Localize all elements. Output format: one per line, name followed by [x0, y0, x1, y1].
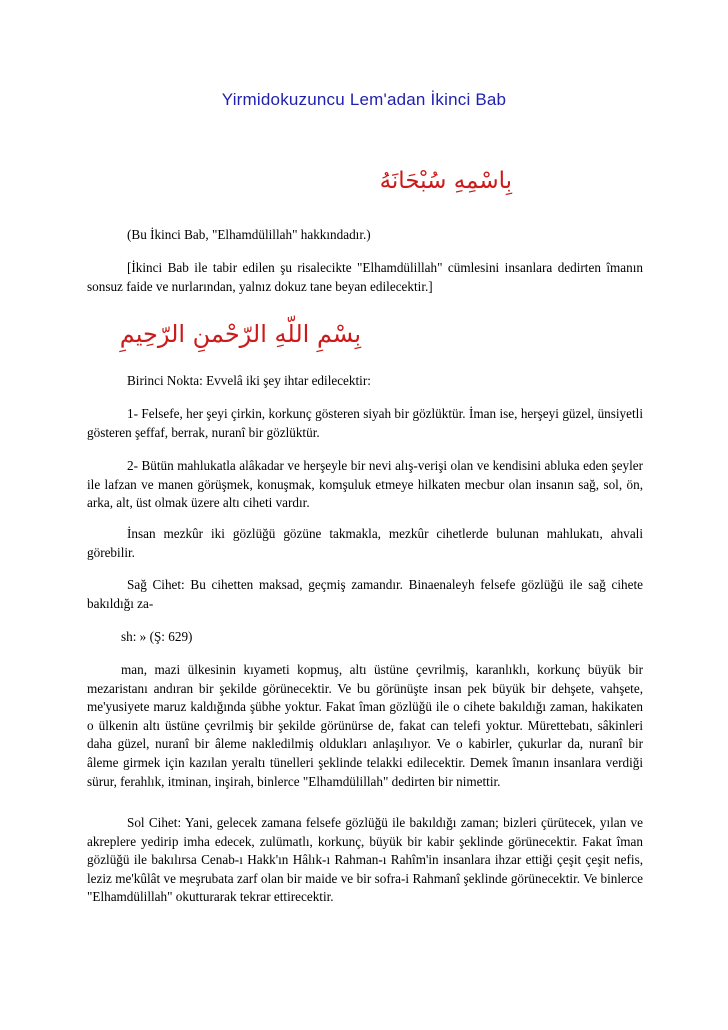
paragraph-past-time: man, mazi ülkesinin kıyameti kopmuş, altı üstüne çevrilmiş, karanlıklı, korkunç büyük bir mezaristanı andıran bir şekilde görünecektir. Ve bu görünüşte insan pek büyük bir dehşete, vahşete, me'yusiyete maruz kaldığında şübhe yoktur. Fakat îman gözlüğü ile o cihete bakıldığı zaman, hakikaten o ülkenin altı üstüne çevrilmiş bir şekilde görünürse de, fakat can telefi yoktur. Mürettebatı, sâkinleri daha güzel, nuranî bir âleme nakledilmiş oldukları anlaşılıyor. Ve o kabirler, çukurlar da, nuranî bir âleme girmek için kazılan yeraltı tünelleri şeklinde telakki edilecektir. Demek îmanın insanlara verdiği sürur, ferahlık, itminan, inşirah, binlerce "Elhamdülillah" dedirten bir nimettir.	[87, 662, 643, 789]
arabic-heading-bismihi: بِاسْمِهِ سُبْحَانَهُ	[379, 168, 512, 194]
bracket-intro-paragraph: [İkinci Bab ile tabir edilen şu risalecikte "Elhamdülillah" cümlesini insanlara dedirten îmanın sonsuz faide ve nurlarından, yalnız dokuz tane beyan edilecektir.]	[87, 260, 643, 294]
paragraph-six-directions: 2- Bütün mahlukatla alâkadar ve herşeyle bir nevi alış-verişi olan ve kendisini abluka eden şeyler ile lafzan ve manen görüşmek, konuşmak, komşuluk etmeye hilkaten mecbur olan insanın sağ, sol, ön, arka, alt, üst olmak üzere altı ciheti vardır.	[87, 458, 643, 511]
paragraph-left-direction: Sol Cihet: Yani, gelecek zamana felsefe gözlüğü ile bakıldığı zaman; bizleri çürütecek, yılan ve akreplere yedirip imha edecek, zulümatlı, korkunç, büyük bir kabir şeklinde görünecektir. Fakat îman gözlüğü ile bakılırsa Cenab-ı Hakk'ın Hâlık-ı Rahman-ı Rahîm'in insanlara ihzar ettiği çeşit çeşit nefis, leziz me'kûlât ve meşrubata zarf olan bir maide ve bir sofra-i Rahmanî şeklinde görünecektir. Ve binlerce "Elhamdülillah" okutturarak tekrar ettirecektir.	[87, 815, 643, 905]
page-reference: sh: » (Ş: 629)	[121, 629, 193, 644]
page-title: Yirmidokuzuncu Lem'adan İkinci Bab	[221, 90, 507, 109]
intro-note: (Bu İkinci Bab, "Elhamdülillah" hakkındadır.)	[127, 227, 371, 242]
arabic-heading-basmala: بِسْمِ اللّهِ الرّحْمنِ الرّحِيمِ	[119, 320, 361, 348]
first-point-heading: Birinci Nokta: Evvelâ iki şey ihtar edilecektir:	[127, 373, 371, 388]
paragraph-right-direction: Sağ Cihet: Bu cihetten maksad, geçmiş zamandır. Binaenaleyh felsefe gözlüğü ile sağ cihete bakıldığı za-	[87, 577, 643, 611]
paragraph-two-glasses: İnsan mezkûr iki gözlüğü gözüne takmakla, mezkûr cihetlerde bulunan mahlukatı, ahvali görebilir.	[87, 526, 643, 560]
paragraph-philosophy-glasses: 1- Felsefe, her şeyi çirkin, korkunç gösteren siyah bir gözlüktür. İman ise, herşeyi güzel, ünsiyetli gösteren şeffaf, berrak, nuranî bir gözlüktür.	[87, 406, 643, 440]
